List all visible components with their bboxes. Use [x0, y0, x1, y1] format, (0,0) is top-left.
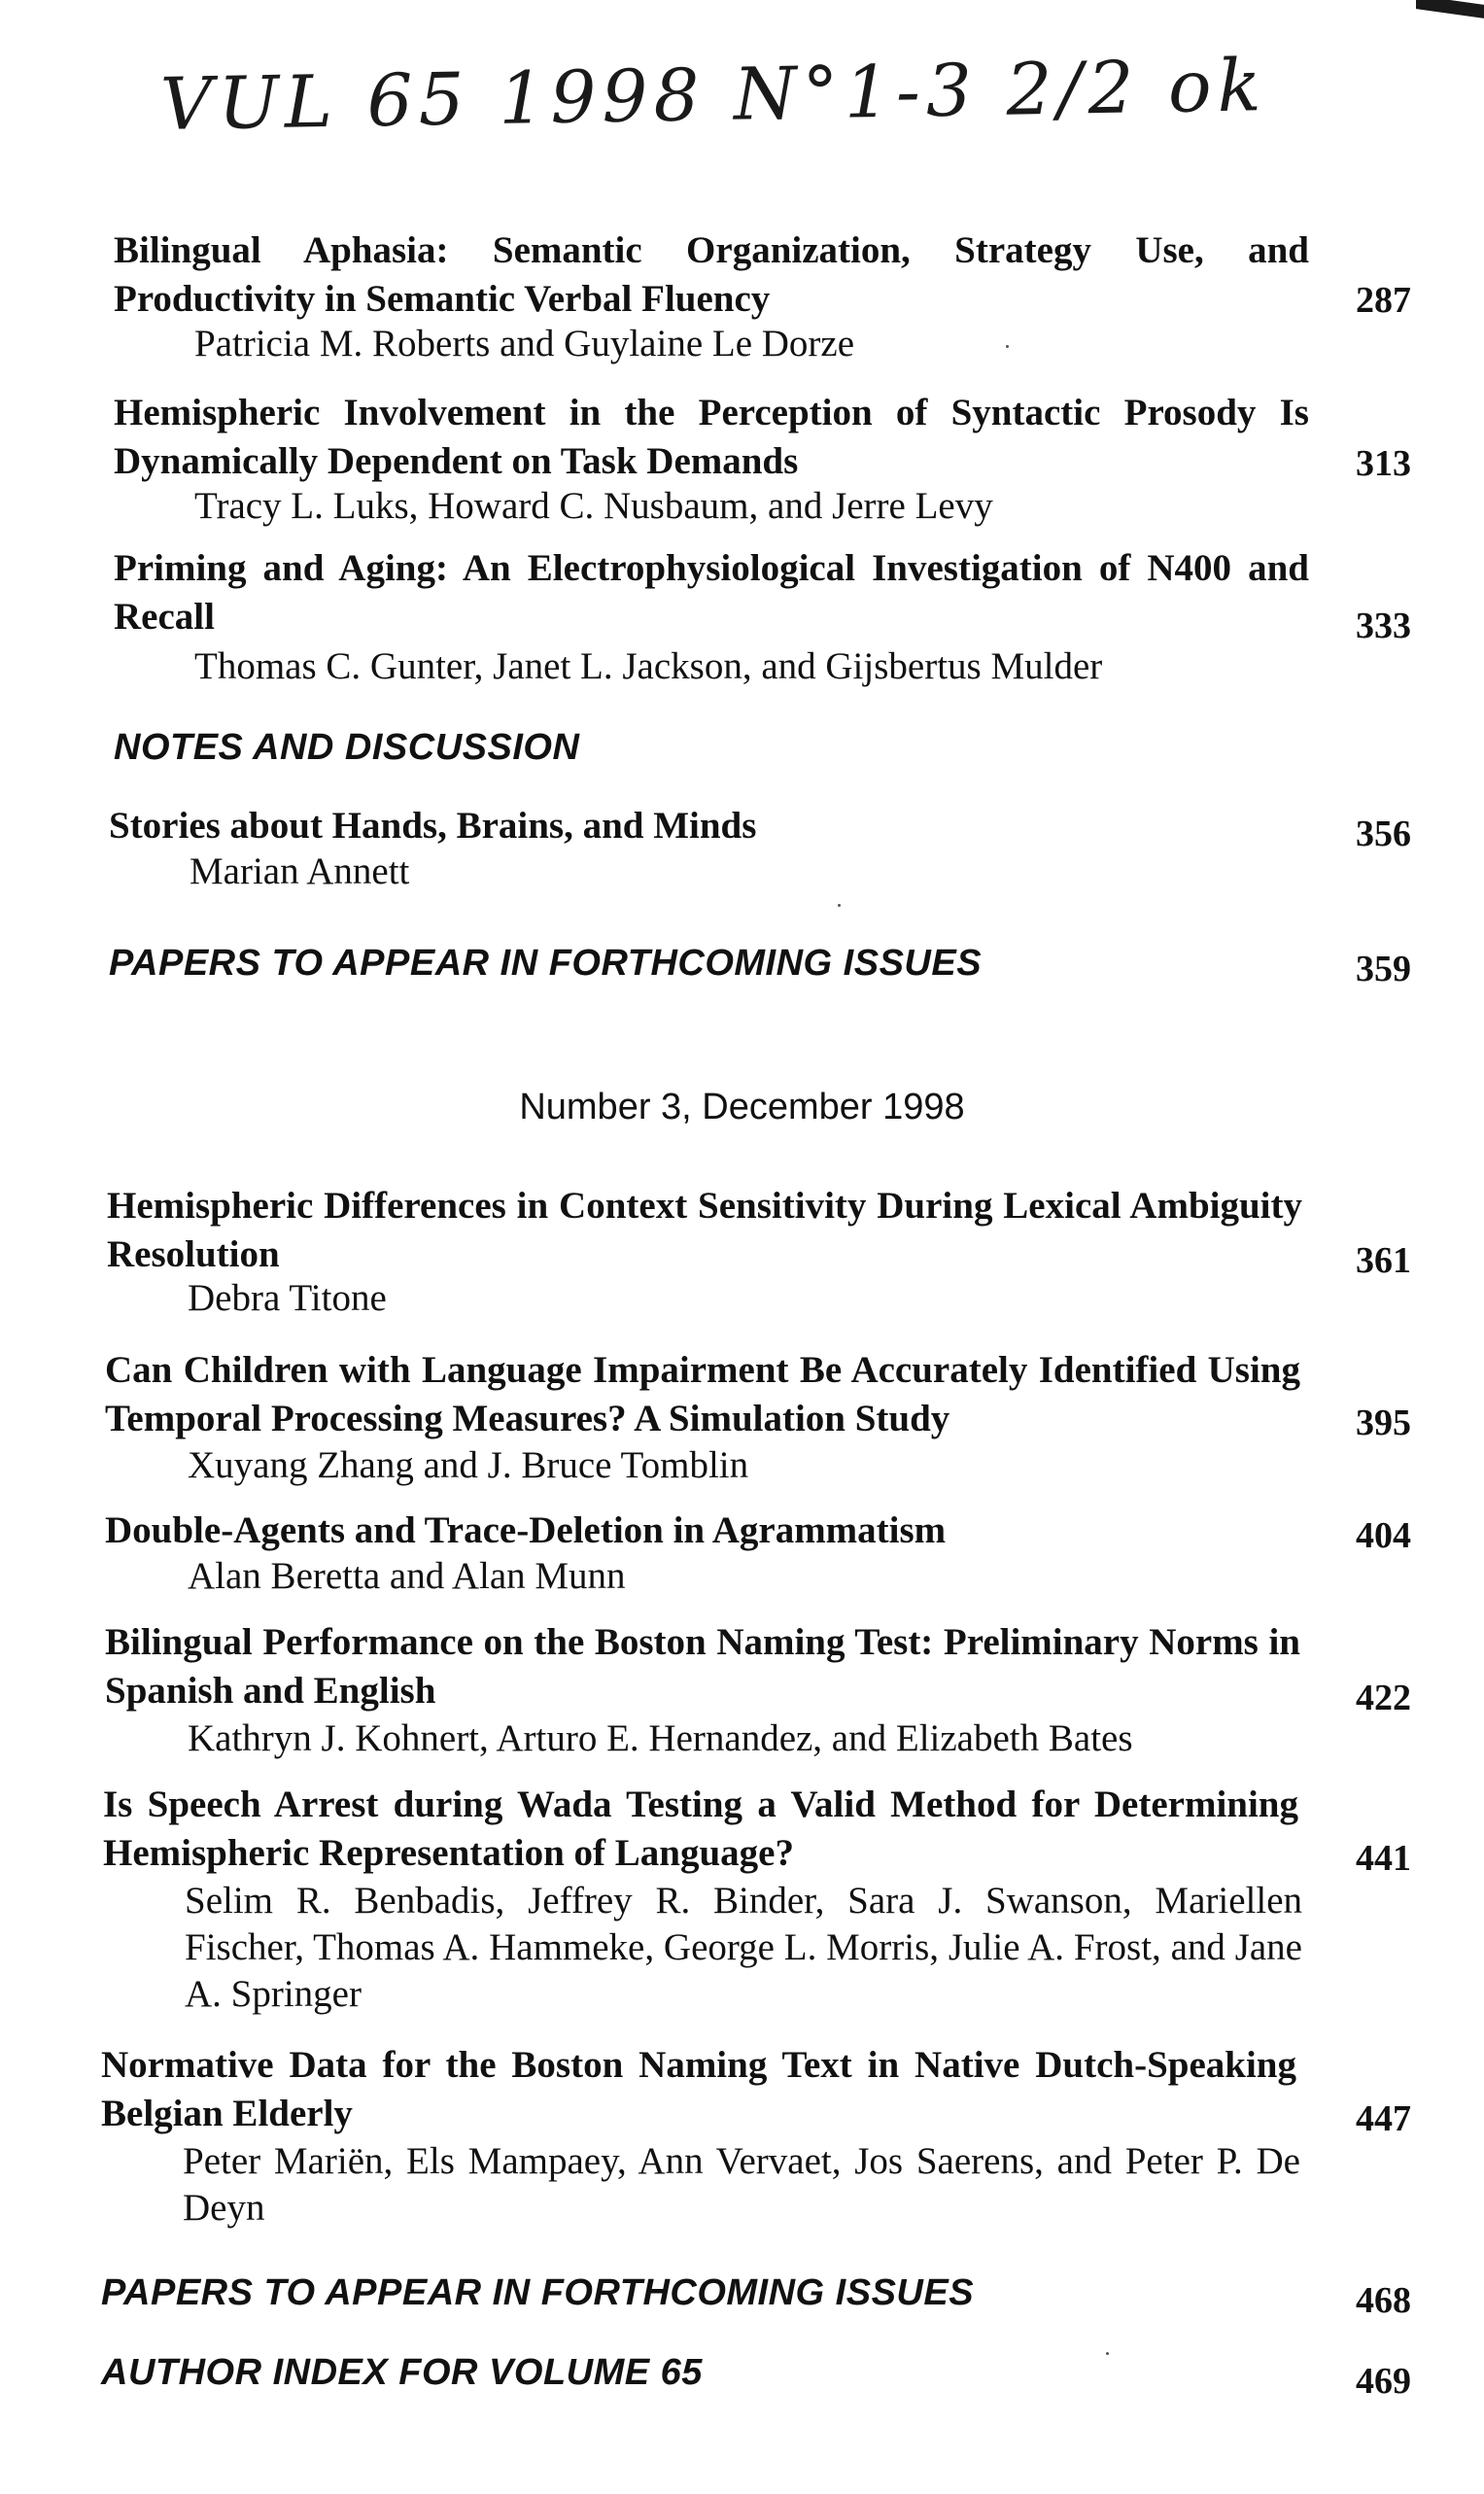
article-title: Hemispheric Differences in Context Sensitivity During Lexical Ambiguity Resolution — [107, 1185, 1302, 1275]
author-index-heading: AUTHOR INDEX FOR VOLUME 65 — [101, 2352, 703, 2393]
page-number: 287 — [1356, 280, 1411, 321]
article-title: Can Children with Language Impairment Be Accurately Identified Using Temporal Processing Measures? A Simulation Study — [105, 1349, 1300, 1439]
article-authors: Peter Mariën, Els Mampaey, Ann Vervaet, Jos Saerens, and Peter P. De Deyn — [183, 2140, 1300, 2229]
article-authors: Marian Annett — [190, 850, 410, 892]
page-number: 356 — [1356, 814, 1411, 854]
scan-speck — [1106, 2352, 1109, 2355]
scan-corner-mark — [1416, 0, 1484, 18]
page-number: 404 — [1356, 1515, 1411, 1556]
page-number: 313 — [1356, 443, 1411, 484]
article-authors: Alan Beretta and Alan Munn — [188, 1555, 626, 1597]
article-authors: Selim R. Benbadis, Jeffrey R. Binder, Sara J. Swanson, Mariellen Fischer, Thomas A. Hammeke, George L. Morris, Julie A. Frost, and Jane A. Springer — [185, 1880, 1302, 2015]
notes-discussion-heading: NOTES AND DISCUSSION — [114, 727, 580, 768]
handwritten-volume-note: VUL 65 1998 N°1-3 2/2 ok — [159, 44, 1268, 147]
article-authors: Tracy L. Luks, Howard C. Nusbaum, and Jerre Levy — [194, 485, 993, 527]
scan-speck — [1006, 345, 1009, 348]
article-title: Hemispheric Involvement in the Perception of Syntactic Prosody Is Dynamically Dependent on Task Demands — [114, 392, 1309, 482]
article-authors: Thomas C. Gunter, Janet L. Jackson, and Gijsbertus Mulder — [194, 645, 1103, 687]
article-authors: Debra Titone — [188, 1277, 387, 1319]
page-number: 333 — [1356, 606, 1411, 646]
page-number: 469 — [1356, 2361, 1411, 2402]
article-title: Normative Data for the Boston Naming Text in Native Dutch-Speaking Belgian Elderly — [101, 2044, 1296, 2134]
article-authors: Kathryn J. Kohnert, Arturo E. Hernandez, and Elizabeth Bates — [188, 1717, 1133, 1759]
page-number: 359 — [1356, 949, 1411, 989]
article-title: Stories about Hands, Brains, and Minds — [109, 805, 757, 847]
scan-speck — [838, 904, 841, 907]
article-title: Priming and Aging: An Electrophysiological Investigation of N400 and Recall — [114, 547, 1309, 638]
page-number: 422 — [1356, 1678, 1411, 1718]
page-number: 468 — [1356, 2280, 1411, 2321]
forthcoming-papers-heading: PAPERS TO APPEAR IN FORTHCOMING ISSUES — [109, 943, 983, 984]
article-title: Double-Agents and Trace-Deletion in Agrammatism — [105, 1509, 947, 1551]
page-number: 395 — [1356, 1403, 1411, 1443]
article-authors: Patricia M. Roberts and Guylaine Le Dorze — [194, 323, 855, 364]
page-number: 441 — [1356, 1838, 1411, 1879]
article-title: Is Speech Arrest during Wada Testing a Valid Method for Determining Hemispheric Representation of Language? — [103, 1784, 1298, 1874]
forthcoming-papers-heading: PAPERS TO APPEAR IN FORTHCOMING ISSUES — [101, 2272, 975, 2313]
page-number: 447 — [1356, 2098, 1411, 2139]
article-title: Bilingual Performance on the Boston Naming Test: Preliminary Norms in Spanish and English — [105, 1621, 1300, 1712]
issue-heading: Number 3, December 1998 — [519, 1087, 965, 1127]
page-number: 361 — [1356, 1240, 1411, 1281]
article-authors: Xuyang Zhang and J. Bruce Tomblin — [188, 1444, 749, 1486]
article-title: Bilingual Aphasia: Semantic Organization, Strategy Use, and Productivity in Semantic Verbal Fluency — [114, 229, 1309, 320]
